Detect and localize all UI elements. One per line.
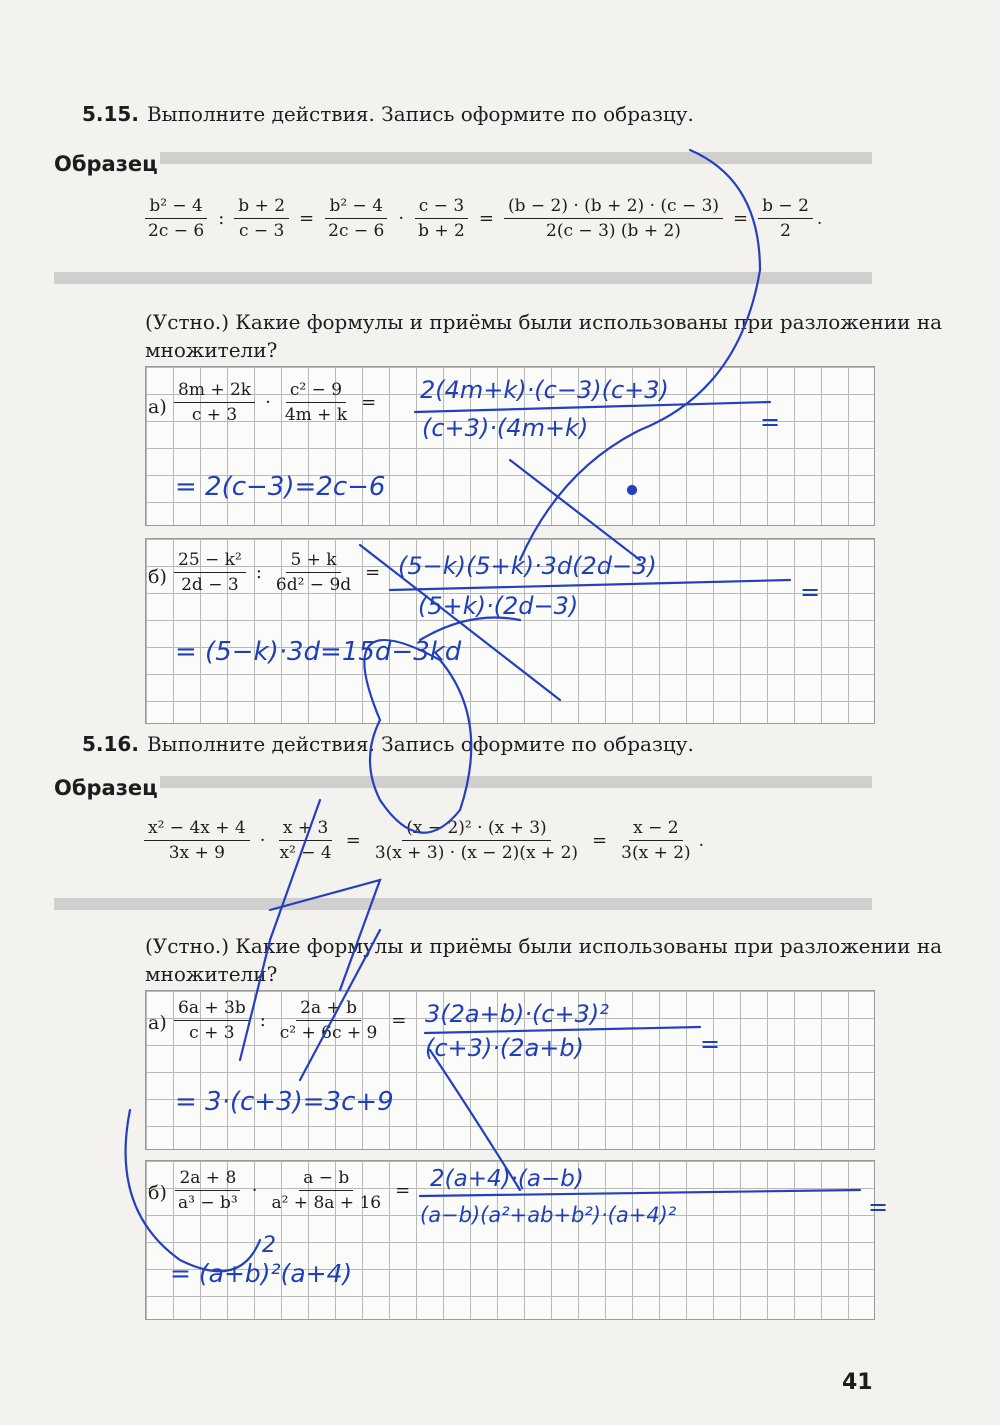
frac-num: b + 2	[234, 196, 289, 219]
equals: =	[345, 830, 361, 851]
operator: :	[218, 208, 225, 229]
frac-num: x² − 4x + 4	[144, 818, 250, 841]
hw-516b-num: 2(a+4)·(a−b)	[430, 1166, 584, 1192]
frac-num: 25 − k²	[174, 550, 246, 573]
frac-num: 8m + 2k	[174, 380, 255, 403]
equals: =	[361, 392, 377, 413]
sample-frac-4	[617, 818, 695, 863]
frac-num: (x − 2)² · (x + 3)	[402, 818, 550, 841]
sample-bar-top-516	[160, 776, 872, 788]
frac-den: c + 3	[189, 1023, 235, 1043]
sample-bar-bottom-516	[54, 898, 872, 910]
period: .	[816, 208, 823, 229]
equals: =	[733, 208, 749, 229]
label-516b: б)	[148, 1182, 167, 1204]
hw-515b-num: (5−k)(5+k)·3d(2d−3)	[398, 552, 657, 580]
hw-516b-exp: 2	[262, 1233, 276, 1258]
frac-num: 5 + k	[286, 550, 340, 573]
operator: :	[259, 1010, 266, 1031]
equals: =	[299, 208, 315, 229]
hw-516a-den: (c+3)·(2a+b)	[425, 1034, 584, 1062]
hw-516a-result: = 3·(c+3)=3c+9	[175, 1087, 394, 1117]
frac-num: c² − 9	[286, 380, 346, 403]
label-516a: а)	[148, 1012, 167, 1034]
hw-516b-den: (a−b)(a²+ab+b²)·(a+4)²	[420, 1203, 677, 1227]
frac	[281, 380, 351, 425]
frac-num: a − b	[299, 1168, 353, 1191]
frac-num: x − 2	[629, 818, 682, 841]
hw-515a-eq: =	[760, 408, 781, 436]
frac	[174, 998, 250, 1043]
frac-den: c − 3	[238, 221, 285, 241]
oral-question-516: (Устно.) Какие формулы и приёмы были использованы при разложении на множители?	[145, 934, 943, 986]
frac-den: b + 2	[418, 221, 465, 241]
hw-515a-result: = 2(c−3)=2c−6	[175, 472, 386, 502]
sample-frac-1	[144, 196, 208, 241]
frac	[267, 1168, 385, 1213]
frac-den: 2d − 3	[181, 575, 239, 595]
frac-num: 6a + 3b	[174, 998, 250, 1021]
frac-den: c + 3	[191, 405, 238, 425]
hw-516b-eq: =	[868, 1193, 889, 1221]
equals: =	[395, 1180, 411, 1201]
sample-expression-515	[140, 196, 822, 241]
sample-label-516: Образец	[54, 776, 158, 800]
sample-frac-6	[758, 196, 813, 241]
task-515-title: Выполните действия. Запись оформите по образцу.	[146, 102, 694, 126]
sample-bar-bottom	[54, 272, 872, 284]
frac-den: 3x + 9	[168, 843, 225, 863]
expression-516a	[170, 998, 412, 1043]
operator: ·	[398, 208, 405, 229]
sample-frac-2	[234, 196, 289, 241]
label-515b: б)	[148, 566, 167, 588]
frac-den: 3(x + 2)	[621, 843, 691, 863]
task-516-number: 5.16.	[82, 732, 139, 756]
equals: =	[391, 1010, 407, 1031]
frac	[174, 1168, 242, 1213]
sample-frac-1	[144, 818, 250, 863]
frac-den: 2	[780, 221, 791, 241]
hw-515b-eq: =	[800, 578, 821, 606]
frac-den: 4m + k	[284, 405, 348, 425]
hw-516a-num: 3(2a+b)·(c+3)²	[425, 1000, 609, 1028]
operator: :	[255, 562, 262, 583]
operator: ·	[265, 392, 271, 413]
task-516-heading	[82, 732, 694, 756]
sample-frac-2	[275, 818, 335, 863]
frac-den: 3(x + 3) · (x − 2)(x + 2)	[374, 843, 579, 863]
frac-den: a³ − b³	[178, 1193, 238, 1213]
frac-num: 2a + 8	[175, 1168, 240, 1191]
page-number: 41	[842, 1370, 873, 1395]
sample-frac-3	[371, 818, 582, 863]
hw-515a-den: (c+3)·(4m+k)	[422, 414, 589, 442]
operator: ·	[251, 1180, 258, 1201]
hw-515b-result: = (5−k)·3d=15d−3kd	[175, 637, 462, 667]
sample-frac-3	[324, 196, 388, 241]
sample-frac-5	[504, 196, 723, 241]
frac-num: x + 3	[279, 818, 332, 841]
frac	[174, 380, 255, 425]
sample-expression-516	[140, 818, 704, 863]
oral-question-515: (Устно.) Какие формулы и приёмы были использованы при разложении на множители?	[145, 310, 943, 362]
equals: =	[592, 830, 608, 851]
expression-516b	[170, 1168, 416, 1213]
label-515a: а)	[148, 396, 167, 418]
hw-516a-eq: =	[700, 1030, 721, 1058]
sample-frac-4	[414, 196, 469, 241]
frac-num: (b − 2) · (b + 2) · (c − 3)	[504, 196, 723, 219]
frac-den: a² + 8a + 16	[271, 1193, 382, 1213]
frac-num: 2a + b	[296, 998, 361, 1021]
frac	[272, 550, 355, 595]
frac	[276, 998, 382, 1043]
expression-515a	[170, 380, 382, 425]
period: .	[698, 830, 705, 851]
frac-num: c − 3	[415, 196, 468, 219]
frac-num: b − 2	[758, 196, 813, 219]
frac-den: 6d² − 9d	[275, 575, 352, 595]
task-516-title: Выполните действия. Запись оформите по образцу.	[146, 732, 694, 756]
frac-den: 2(c − 3) (b + 2)	[546, 221, 681, 241]
frac-den: 2c − 6	[148, 221, 205, 241]
expression-515b	[170, 550, 386, 595]
equals: =	[478, 208, 494, 229]
frac-den: 2c − 6	[328, 221, 385, 241]
task-515-number: 5.15.	[82, 102, 139, 126]
frac-den: c² + 6c + 9	[279, 1023, 378, 1043]
sample-bar-top	[160, 152, 872, 164]
hw-515b-den: (5+k)·(2d−3)	[418, 592, 579, 620]
hw-515a-num: 2(4m+k)·(c−3)(c+3)	[420, 376, 669, 404]
operator: ·	[259, 830, 266, 851]
equals: =	[365, 562, 381, 583]
frac-num: b² − 4	[325, 196, 387, 219]
sample-label-515: Образец	[54, 152, 158, 176]
hw-516b-result: = (a+b)²(a+4)	[170, 1259, 353, 1288]
frac-den: x² − 4	[279, 843, 332, 863]
frac	[174, 550, 246, 595]
task-515-heading	[82, 102, 694, 126]
frac-num: b² − 4	[145, 196, 207, 219]
